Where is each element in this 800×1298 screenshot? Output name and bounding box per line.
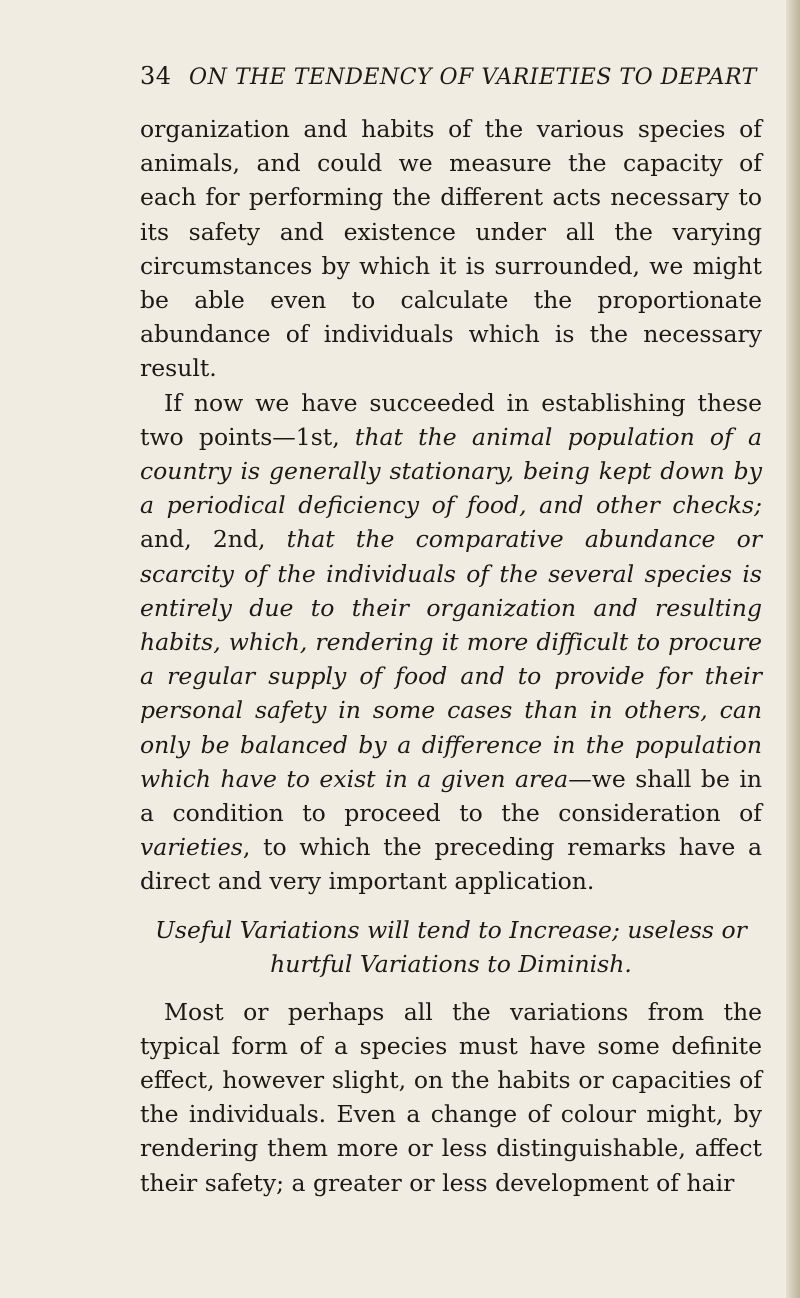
- paragraph-two-points: [140, 386, 762, 899]
- p2-intro: If now we have succeeded in establishing these two points—1st,: [140, 388, 762, 451]
- p2-end: , to which the preceding remarks have a direct and very important application.: [140, 833, 762, 896]
- running-header: [140, 62, 760, 90]
- page-edge: [786, 0, 800, 1298]
- p2-mid: and, 2nd,: [140, 525, 287, 554]
- p2-varieties: varieties: [140, 833, 243, 862]
- p2-after: —we shall be in a condition to proceed to the consideration of: [140, 764, 762, 828]
- running-title: ON THE TENDENCY OF VARIETIES TO DEPART: [189, 65, 757, 90]
- paragraph-variations: Most or perhaps all the variations from the typical form of a species must have some definite effect, however slight, on the habits or capacities of the individuals. Even a change of colour might, by rendering them more or less distinguishable, affect their safety; a greater or less development of hair: [140, 997, 762, 1197]
- body-text: [140, 112, 762, 1200]
- section-heading: Useful Variations will tend to Increase; useless or hurtful Variations to Diminish.: [155, 915, 747, 978]
- p2-point-one: that the animal population of a country is generally stationary, being kept down by a periodical deficiency of food, and other checks;: [140, 422, 762, 520]
- paragraph-continuation: organization and habits of the various species of animals, and could we measure the capacity of each for performing the different acts necessary to its safety and existence under all the varying circumstances by which it is surrounded, we might be able even to calculate the proportionate abundance of individuals which is the necessary result.: [140, 115, 762, 383]
- page-number: 34: [140, 62, 172, 90]
- p2-point-two: that the comparative abundance or scarcity of the individuals of the several species is entirely due to their organization and resulting habits, which, rendering it more difficult to procure a regular supply of food and to provide for their personal safety in some cases than in others, can only be balanced by a difference in the population which have to exist in a given area: [140, 525, 762, 793]
